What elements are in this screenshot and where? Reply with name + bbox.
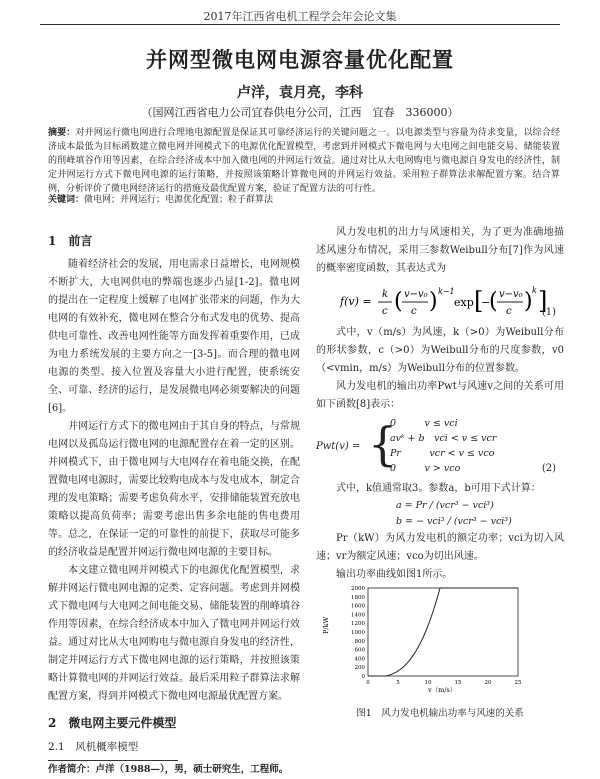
paragraph: 并网运行方式下的微电网由于其自身的特点，与常规电网以及孤岛运行微电网的电源配置存在着一定的区别。并网模式下，由于微电网与大电网存在着电能交换，在配置微电网电源时，需要比较购电成本与发电成本，制定合理的发电策略；需要考虑负荷水平，安排储能装置充放电策略以提高负荷率；需要考虑出售多余电能的售电费用等。总之，在保证一定的可靠性的前提下，获取尽可能多的经济收益是配置并网运行微电网电源的主要目标。 bbox=[48, 421, 300, 558]
svg-text:k: k bbox=[532, 286, 537, 295]
author-footnote: 作者简介：卢洋（1988—），男，硕士研究生，工程师。 bbox=[48, 764, 289, 775]
section-1-heading: 1 前言 bbox=[48, 234, 93, 248]
y-tick-label: 0 bbox=[361, 674, 365, 680]
svg-text:c: c bbox=[382, 306, 388, 317]
eq1-lhs: f(v) = bbox=[340, 295, 372, 308]
eq2-case: Pr vcr < v ≤ vco bbox=[390, 448, 495, 459]
paragraph: 输出功率曲线如图1所示。 bbox=[336, 569, 453, 580]
keywords-text: 微电网；并网运行；电源优化配置；粒子群算法 bbox=[84, 195, 274, 205]
equation-1-number: (1) bbox=[541, 307, 556, 318]
y-axis-ticks bbox=[351, 586, 366, 680]
paragraph: 随着经济社会的发展，用电需求日益增长，电网规模不断扩大，大电网供电的弊端也逐步凸显[1-2]。微电网的提出在一定程度上缓解了电网扩张带来的问题，作为大电网的有效补充，微电网在整合分布式发电的优势、提高供电可靠性、改善电网性能等方面发挥着重要作用，已成为电力系统发展的主要方向之一[3-5]。而合理的微电网电源的类型、接入位置及容量大小进行配置，使系统安全、可靠、经济的运行，是发展微电网必须要解决的问题[6]。 bbox=[48, 259, 300, 414]
affiliation: （国网江西省电力公司宜春供电分公司，江西 宜春 336000） bbox=[141, 106, 459, 119]
y-tick-label: 400 bbox=[354, 656, 365, 663]
right-column bbox=[316, 224, 564, 723]
fig-xlabel: v（m/s） bbox=[428, 686, 457, 694]
y-tick-label: 1400 bbox=[351, 612, 365, 619]
keywords bbox=[48, 192, 560, 205]
svg-text:[: [ bbox=[474, 287, 484, 315]
section-2-heading: 2 微电网主要元件模型 bbox=[48, 716, 177, 730]
equation-2 bbox=[316, 414, 564, 480]
author-list: 卢洋，袁月亮，李科 bbox=[237, 85, 363, 101]
equation-1 bbox=[316, 278, 564, 324]
paragraph: Pr（kW）为风力发电机的额定功率；vci为切入风速；vr为额定风速；vco为切出风速。 bbox=[316, 533, 564, 562]
x-tick-label: 10 bbox=[424, 680, 432, 686]
svg-text:(: ( bbox=[394, 289, 403, 314]
running-header: 2017年江西省电机工程学会年会论文集 bbox=[203, 10, 397, 23]
eq2-case: 0 v ≤ vci bbox=[390, 418, 458, 429]
eq3-a: a = Pr / (vcr³ − vci³) bbox=[396, 500, 494, 511]
eq2-case: avᵏ + b vci < v ≤ vcr bbox=[390, 433, 497, 444]
y-tick-label: 1000 bbox=[351, 630, 365, 636]
abstract bbox=[48, 126, 560, 196]
eq2-cases bbox=[390, 416, 496, 476]
x-tick-label: 20 bbox=[484, 680, 492, 686]
svg-text:k−1: k−1 bbox=[438, 287, 455, 296]
svg-text:): ) bbox=[524, 289, 533, 314]
svg-text:): ) bbox=[429, 289, 438, 314]
paper-title: 并网型微电网电源容量优化配置 bbox=[146, 47, 454, 72]
paragraph: 式中，v（m/s）为风速，k（>0）为Weibull分布的形状参数，c（>0）为Weibull分布的尺度参数，v0（<vmin，m/s）为Weibull分布的位置参数。 bbox=[316, 327, 564, 374]
y-tick-label: 2000 bbox=[351, 586, 365, 592]
left-column bbox=[48, 224, 300, 779]
equation-2-number: (2) bbox=[541, 463, 556, 474]
x-tick-label: 15 bbox=[454, 680, 462, 686]
y-tick-label: 800 bbox=[354, 638, 365, 645]
svg-text:k: k bbox=[382, 289, 389, 300]
svg-text:v−v₀: v−v₀ bbox=[499, 289, 523, 300]
eq2-brace: { bbox=[368, 417, 398, 471]
abstract-text: 对并网运行微电网进行合理地电源配置是保证其可靠经济运行的关键问题之一。以电源类型与容量为待求变量，以综合经济成本最低为目标函数建立微电网并网模式下的电源优化配置模型，考虑到并网模式下微电网与大电网之间电能交易、储能装置的削峰填谷作用等因素，在综合经济成本中加入微电网的并网运行效益。通过对比从大电网购电与微电源自身发电的经济性，制定并网运行方式下微电网电源的运行策略，并按照该策略计算微电网的并网运行效益。采用粒子群算法求解配置方案。结合算例，分析评价了微电网经济运行的措施及最优配置方案，验证了配置方法的可行性。 bbox=[48, 128, 560, 194]
paragraph: 本文建立微电网并网模式下的电源优化配置模型，求解并网运行微电网电源的定类、定容问题。考虑到并网模式下微电网与大电网之间电能交易、储能装置的削峰填谷作用等因素，在综合经济成本中加入了微电网并网运行效益。通过对比从大电网购电与微电源自身发电的经济性，制定并网运行方式下微电网电源的运行策略，并按照该策略计算微电网的并网运行效益。最后采用粒子群算法求解配置方案，得到并网模式下微电网电源最优配置方案。 bbox=[48, 565, 300, 702]
eq2-lhs: Pwt(v) = bbox=[316, 441, 361, 452]
svg-text:c: c bbox=[411, 306, 417, 317]
header-rule bbox=[40, 24, 560, 25]
eq2-case: 0 v > vco bbox=[390, 463, 461, 474]
svg-text:(: ( bbox=[489, 289, 498, 314]
svg-text:exp: exp bbox=[454, 296, 474, 309]
abstract-label: 摘要： bbox=[48, 128, 76, 138]
svg-text:c: c bbox=[506, 306, 512, 317]
figure-1-caption: 图1 风力发电机输出功率与风速的关系 bbox=[356, 708, 524, 719]
y-tick-label: 200 bbox=[354, 665, 365, 672]
x-tick-label: 0 bbox=[366, 680, 370, 686]
equation-3 bbox=[316, 498, 564, 530]
x-tick-label: 25 bbox=[514, 680, 522, 686]
svg-text:−: − bbox=[481, 296, 491, 309]
svg-text:]: ] bbox=[538, 287, 548, 315]
power-curve bbox=[368, 588, 518, 676]
figure-1-plot bbox=[316, 584, 564, 696]
paragraph: 式中，k值通常取3。参数a，b可用下式计算： bbox=[336, 483, 541, 494]
equation-1-graphic bbox=[316, 278, 564, 324]
eq3-b: b = − vci³ / (vcr³ − vci³) bbox=[396, 516, 512, 527]
y-tick-label: 1800 bbox=[351, 594, 365, 601]
plot-frame bbox=[368, 588, 518, 676]
y-tick-label: 1600 bbox=[351, 603, 365, 610]
section-2-1-heading: 2.1 风机概率模型 bbox=[48, 741, 139, 753]
x-tick-label: 5 bbox=[396, 680, 400, 686]
keywords-label: 关键词： bbox=[48, 195, 85, 205]
y-tick-label: 600 bbox=[354, 647, 365, 654]
y-tick-label: 1200 bbox=[351, 621, 365, 628]
paragraph: 风力发电机的输出功率Pwt与风速v之间的关系可用如下函数[8]表示： bbox=[316, 381, 564, 410]
fig-ylabel: P/kW bbox=[322, 616, 330, 634]
paragraph: 风力发电机的出力与风速相关，为了更为准确地描述风速分布情况，采用三参数Weibull分布[7]作为风速的概率密度函数，其表达式为 bbox=[316, 227, 564, 274]
svg-text:v−v₀: v−v₀ bbox=[404, 289, 428, 300]
